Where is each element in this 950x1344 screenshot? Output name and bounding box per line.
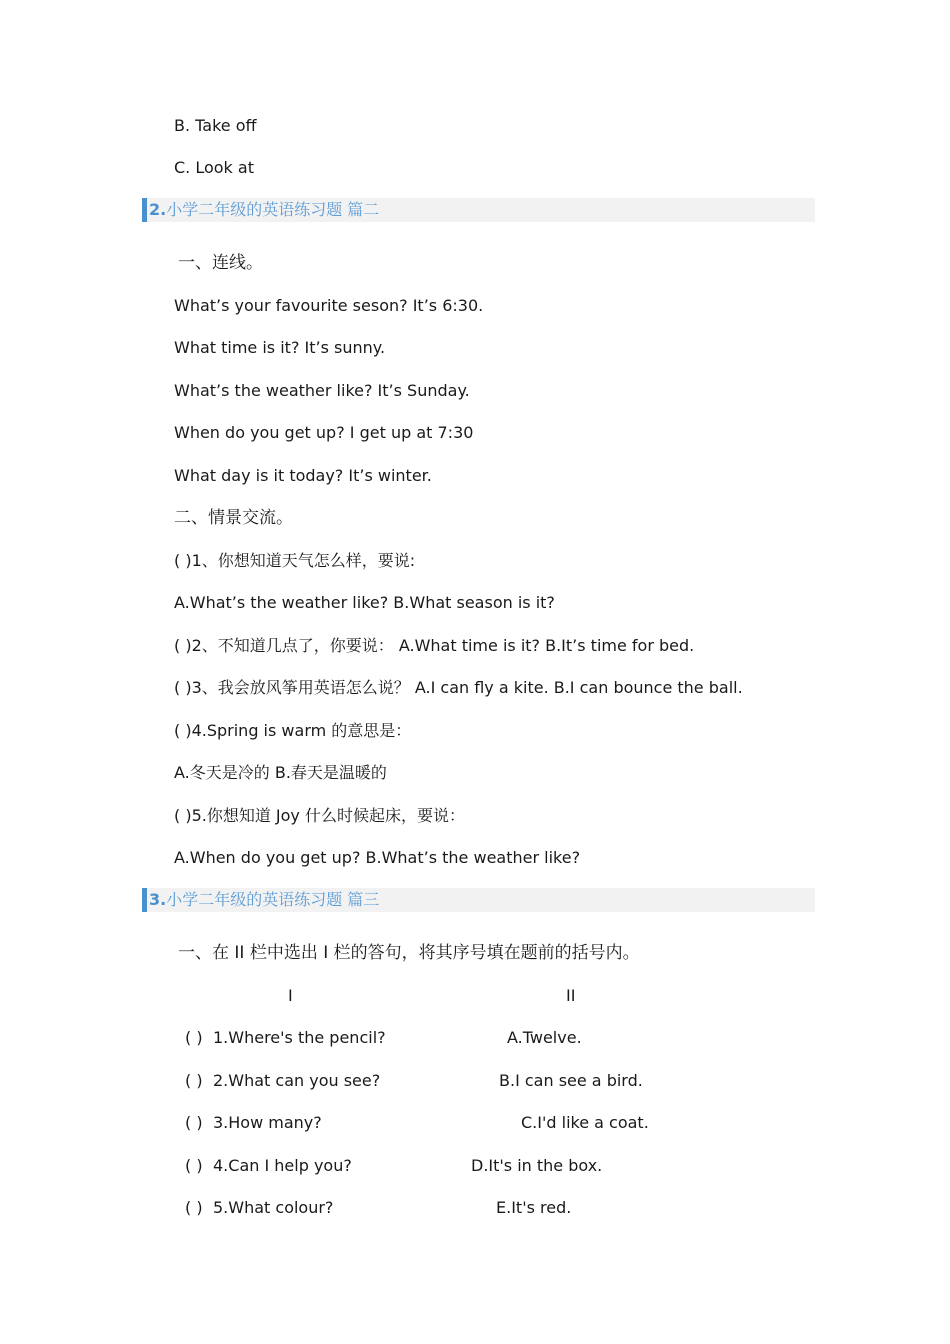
answer-item: E.It's red.: [496, 1198, 572, 1217]
section-3-header: [142, 888, 815, 912]
section-2-part2-heading: 二、情景交流。: [174, 508, 293, 528]
exchange-line: ( )4.Spring is warm 的意思是：: [174, 721, 412, 740]
section-2-number: 2.: [149, 200, 167, 219]
answer-item: B.I can see a bird.: [499, 1071, 643, 1090]
exchange-line: ( )1、你想知道天气怎么样，要说:: [174, 551, 416, 570]
answer-item: C.I'd like a coat.: [521, 1113, 649, 1132]
answer-bracket: ( ): [185, 1156, 203, 1175]
question-item: 1.Where's the pencil?: [213, 1028, 386, 1047]
exchange-line: ( )3、我会放风筝用英语怎么说？ A.I can fly a kite. B.I can bounce the ball.: [174, 678, 743, 697]
answer-item: D.It's in the box.: [471, 1156, 603, 1175]
section-3-number: 3.: [149, 890, 167, 909]
answer-bracket: ( ): [185, 1113, 203, 1132]
answer-bracket: ( ): [185, 1071, 203, 1090]
question-item: 5.What colour?: [213, 1198, 334, 1217]
column-2-header: II: [566, 986, 576, 1005]
column-1-header: I: [288, 986, 293, 1005]
section-2-title: 小学二年级的英语练习题 篇二: [166, 200, 380, 219]
match-line: What day is it today? It’s winter.: [174, 466, 432, 485]
answer-item: A.Twelve.: [507, 1028, 582, 1047]
section-3-instruction: 一、在 II 栏中选出 I 栏的答句，将其序号填在题前的括号内。: [178, 943, 640, 963]
question-item: 2.What can you see?: [213, 1071, 381, 1090]
section-2-header: [142, 198, 815, 222]
match-line: What’s your favourite seson? It’s 6:30.: [174, 296, 484, 315]
answer-bracket: ( ): [185, 1198, 203, 1217]
question-item: 3.How many?: [213, 1113, 322, 1132]
option-b: B. Take off: [174, 116, 257, 135]
answer-bracket: ( ): [185, 1028, 203, 1047]
match-line: What time is it? It’s sunny.: [174, 338, 386, 357]
exchange-line: A.冬天是冷的 B.春天是温暖的: [174, 763, 387, 782]
exchange-line: A.When do you get up? B.What’s the weather like?: [174, 848, 581, 867]
exchange-line: ( )2、不知道几点了，你要说： A.What time is it? B.It’s time for bed.: [174, 636, 695, 655]
match-line: When do you get up? I get up at 7:30: [174, 423, 474, 442]
exchange-line: ( )5.你想知道 Joy 什么时候起床，要说：: [174, 806, 465, 825]
exchange-line: A.What’s the weather like? B.What season is it?: [174, 593, 555, 612]
option-c: C. Look at: [174, 158, 254, 177]
question-item: 4.Can I help you?: [213, 1156, 352, 1175]
match-line: What’s the weather like? It’s Sunday.: [174, 381, 470, 400]
section-3-title: 小学二年级的英语练习题 篇三: [166, 890, 380, 909]
section-2-part1-heading: 一、连线。: [178, 253, 263, 273]
